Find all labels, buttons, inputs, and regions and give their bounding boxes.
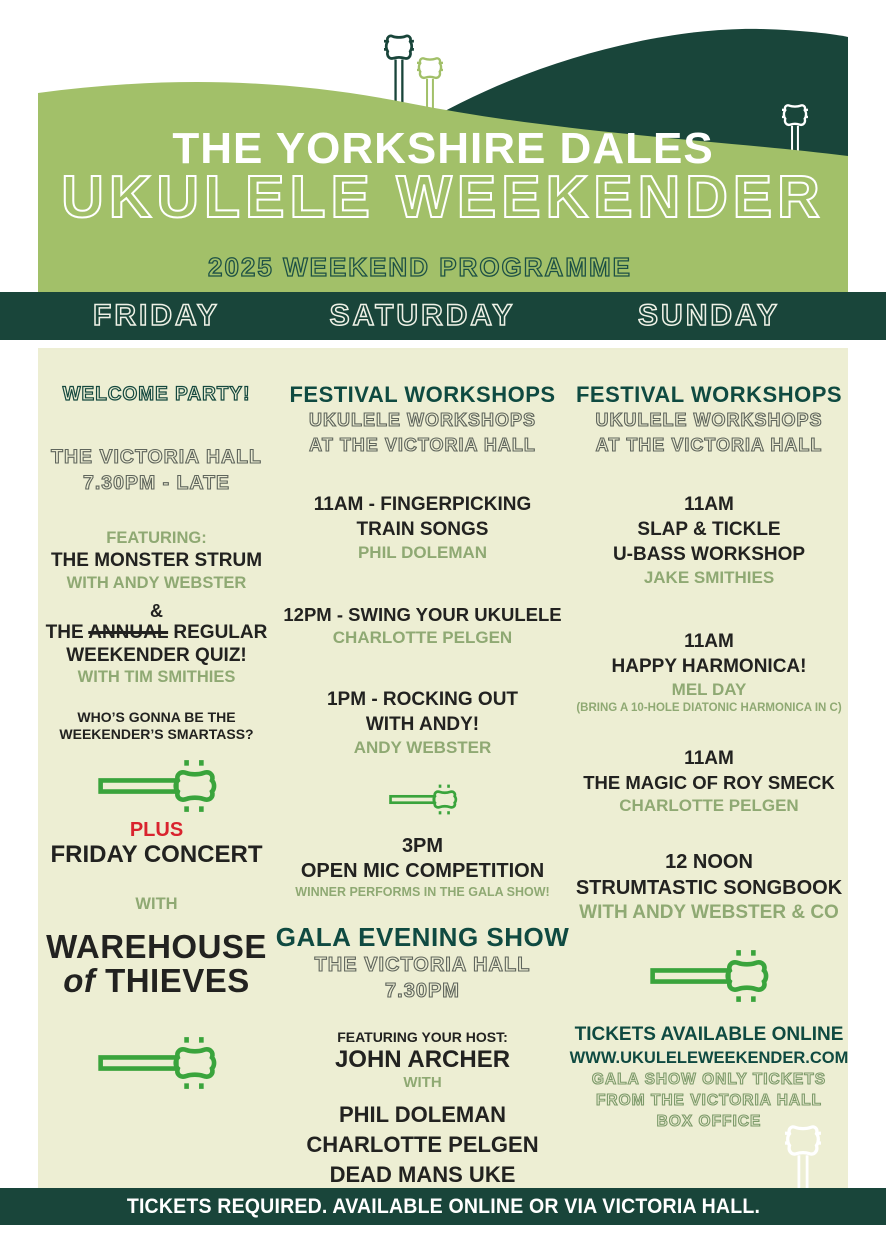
- gala-host: JOHN ARCHER: [334, 1046, 511, 1073]
- workshop-tutor: ANDY WEBSTER: [353, 738, 492, 757]
- day-label-friday: FRIDAY: [93, 299, 220, 332]
- tickets-online: TICKETS AVAILABLE ONLINE: [574, 1024, 844, 1045]
- workshop-tutor: PHIL DOLEMAN: [357, 543, 488, 562]
- quiz-prefix: THE: [45, 622, 84, 643]
- ukulele-icon: [648, 947, 770, 1005]
- gala-heading: GALA EVENING SHOW: [275, 922, 570, 952]
- gala-venue: THE VICTORIA HALL: [314, 954, 531, 976]
- workshop-tutor: CHARLOTTE PELGEN: [619, 796, 799, 815]
- gala-with-label: WITH: [403, 1074, 442, 1091]
- saturday-subheading-line2: AT THE VICTORIA HALL: [309, 435, 536, 455]
- with-label: WITH: [135, 895, 178, 913]
- quiz-suffix: REGULAR: [173, 622, 268, 643]
- band-of: of: [63, 962, 96, 999]
- quiz-tagline-line1: WHO’S GONNA BE THE: [77, 709, 236, 725]
- workshop-tutor: MEL DAY: [671, 680, 747, 699]
- workshop-title: SLAP & TICKLE: [637, 519, 781, 540]
- ukulele-icon: [362, 783, 484, 816]
- header: [0, 0, 886, 293]
- friday-venue: THE VICTORIA HALL: [51, 446, 262, 468]
- workshop-tutor: CHARLOTTE PELGEN: [332, 628, 513, 647]
- sunday-column: [570, 348, 848, 1190]
- day-label-saturday: SATURDAY: [329, 299, 516, 332]
- sunday-subheading-line1: UKULELE WORKSHOPS: [595, 410, 823, 430]
- poster-title-line1: THE YORKSHIRE DALES: [172, 124, 714, 173]
- open-mic-note: WINNER PERFORMS IN THE GALA SHOW!: [295, 885, 550, 899]
- plus-label: PLUS: [129, 819, 184, 841]
- footer-text: TICKETS REQUIRED. AVAILABLE ONLINE OR VIA VICTORIA HALL.: [126, 1194, 760, 1218]
- friday-heading: WELCOME PARTY!: [62, 384, 251, 405]
- day-header-bar: [0, 292, 886, 340]
- tickets-gala-note-line3: BOX OFFICE: [656, 1113, 762, 1130]
- workshop-title: 1PM - ROCKING OUT: [326, 689, 519, 710]
- workshop-time: 11AM: [684, 748, 734, 769]
- programme-content: [38, 348, 848, 1190]
- gala-time: 7.30PM: [385, 980, 460, 1002]
- quiz-tagline-line2: WEEKENDER’S SMARTASS?: [59, 726, 254, 742]
- featuring-label: FEATURING:: [106, 529, 207, 547]
- workshop-title: TRAIN SONGS: [356, 519, 489, 540]
- gala-act: PHIL DOLEMAN: [338, 1102, 507, 1127]
- friday-concert: FRIDAY CONCERT: [50, 841, 263, 868]
- footer-bar: [0, 1188, 886, 1225]
- workshop-title: U-BASS WORKSHOP: [612, 544, 806, 565]
- workshop-time: 11AM: [684, 631, 734, 652]
- workshop-time: 12 NOON: [665, 851, 753, 873]
- quiz-title-line1: [46, 621, 268, 644]
- workshop-title: THE MAGIC OF ROY SMECK: [583, 772, 835, 793]
- band-name-line2: [63, 964, 250, 998]
- quiz-strikethrough-word: ANNUAL: [88, 622, 169, 643]
- workshop-tutor: WITH ANDY WEBSTER & CO: [579, 902, 839, 923]
- ukulele-icon: [96, 757, 218, 815]
- friday-column: [38, 348, 275, 1190]
- gala-act: DEAD MANS UKE: [329, 1162, 516, 1187]
- saturday-heading: FESTIVAL WORKSHOPS: [289, 382, 556, 407]
- workshop-title: 11AM - FINGERPICKING: [313, 494, 532, 515]
- friday-time: 7.30PM - LATE: [83, 472, 230, 494]
- ampersand: &: [150, 601, 163, 621]
- saturday-subheading-line1: UKULELE WORKSHOPS: [308, 410, 536, 430]
- workshop-title: HAPPY HARMONICA!: [611, 656, 807, 677]
- ukulele-icon: [96, 1034, 218, 1092]
- sunday-subheading-line2: AT THE VICTORIA HALL: [595, 435, 823, 455]
- act-monster-strum-credit: WITH ANDY WEBSTER: [66, 574, 247, 592]
- tickets-gala-note-line1: GALA SHOW ONLY TICKETS: [591, 1071, 827, 1088]
- workshop-tutor: JAKE SMITHIES: [643, 568, 775, 587]
- workshop-title: STRUMTASTIC SONGBOOK: [575, 877, 843, 899]
- open-mic-title: OPEN MIC COMPETITION: [300, 860, 545, 882]
- workshop-title: 12PM - SWING YOUR UKULELE: [283, 604, 562, 625]
- open-mic-time: 3PM: [401, 835, 444, 857]
- quiz-title-line2: WEEKENDER QUIZ!: [66, 645, 247, 666]
- poster-subtitle: 2025 WEEKEND PROGRAMME: [208, 252, 632, 282]
- sunday-heading: FESTIVAL WORKSHOPS: [575, 382, 843, 407]
- quiz-credit: WITH TIM SMITHIES: [77, 668, 236, 686]
- gala-host-label: FEATURING YOUR HOST:: [337, 1029, 508, 1045]
- band-name-line1: WAREHOUSE: [46, 928, 267, 965]
- gala-act: CHARLOTTE PELGEN: [306, 1132, 539, 1157]
- act-monster-strum: THE MONSTER STRUM: [50, 550, 263, 571]
- saturday-column: [275, 348, 570, 1190]
- day-label-sunday: SUNDAY: [638, 299, 780, 332]
- workshop-time: 11AM: [684, 494, 734, 515]
- tickets-gala-note-line2: FROM THE VICTORIA HALL: [595, 1092, 823, 1109]
- workshop-note: (BRING A 10-HOLE DIATONIC HARMONICA IN C): [576, 702, 842, 714]
- poster-title-line2: UKULELE WEEKENDER: [61, 164, 825, 230]
- tickets-website: WWW.UKULELEWEEKENDER.COM: [569, 1049, 849, 1067]
- band-thieves: THIEVES: [105, 962, 250, 999]
- workshop-title: WITH ANDY!: [365, 714, 480, 735]
